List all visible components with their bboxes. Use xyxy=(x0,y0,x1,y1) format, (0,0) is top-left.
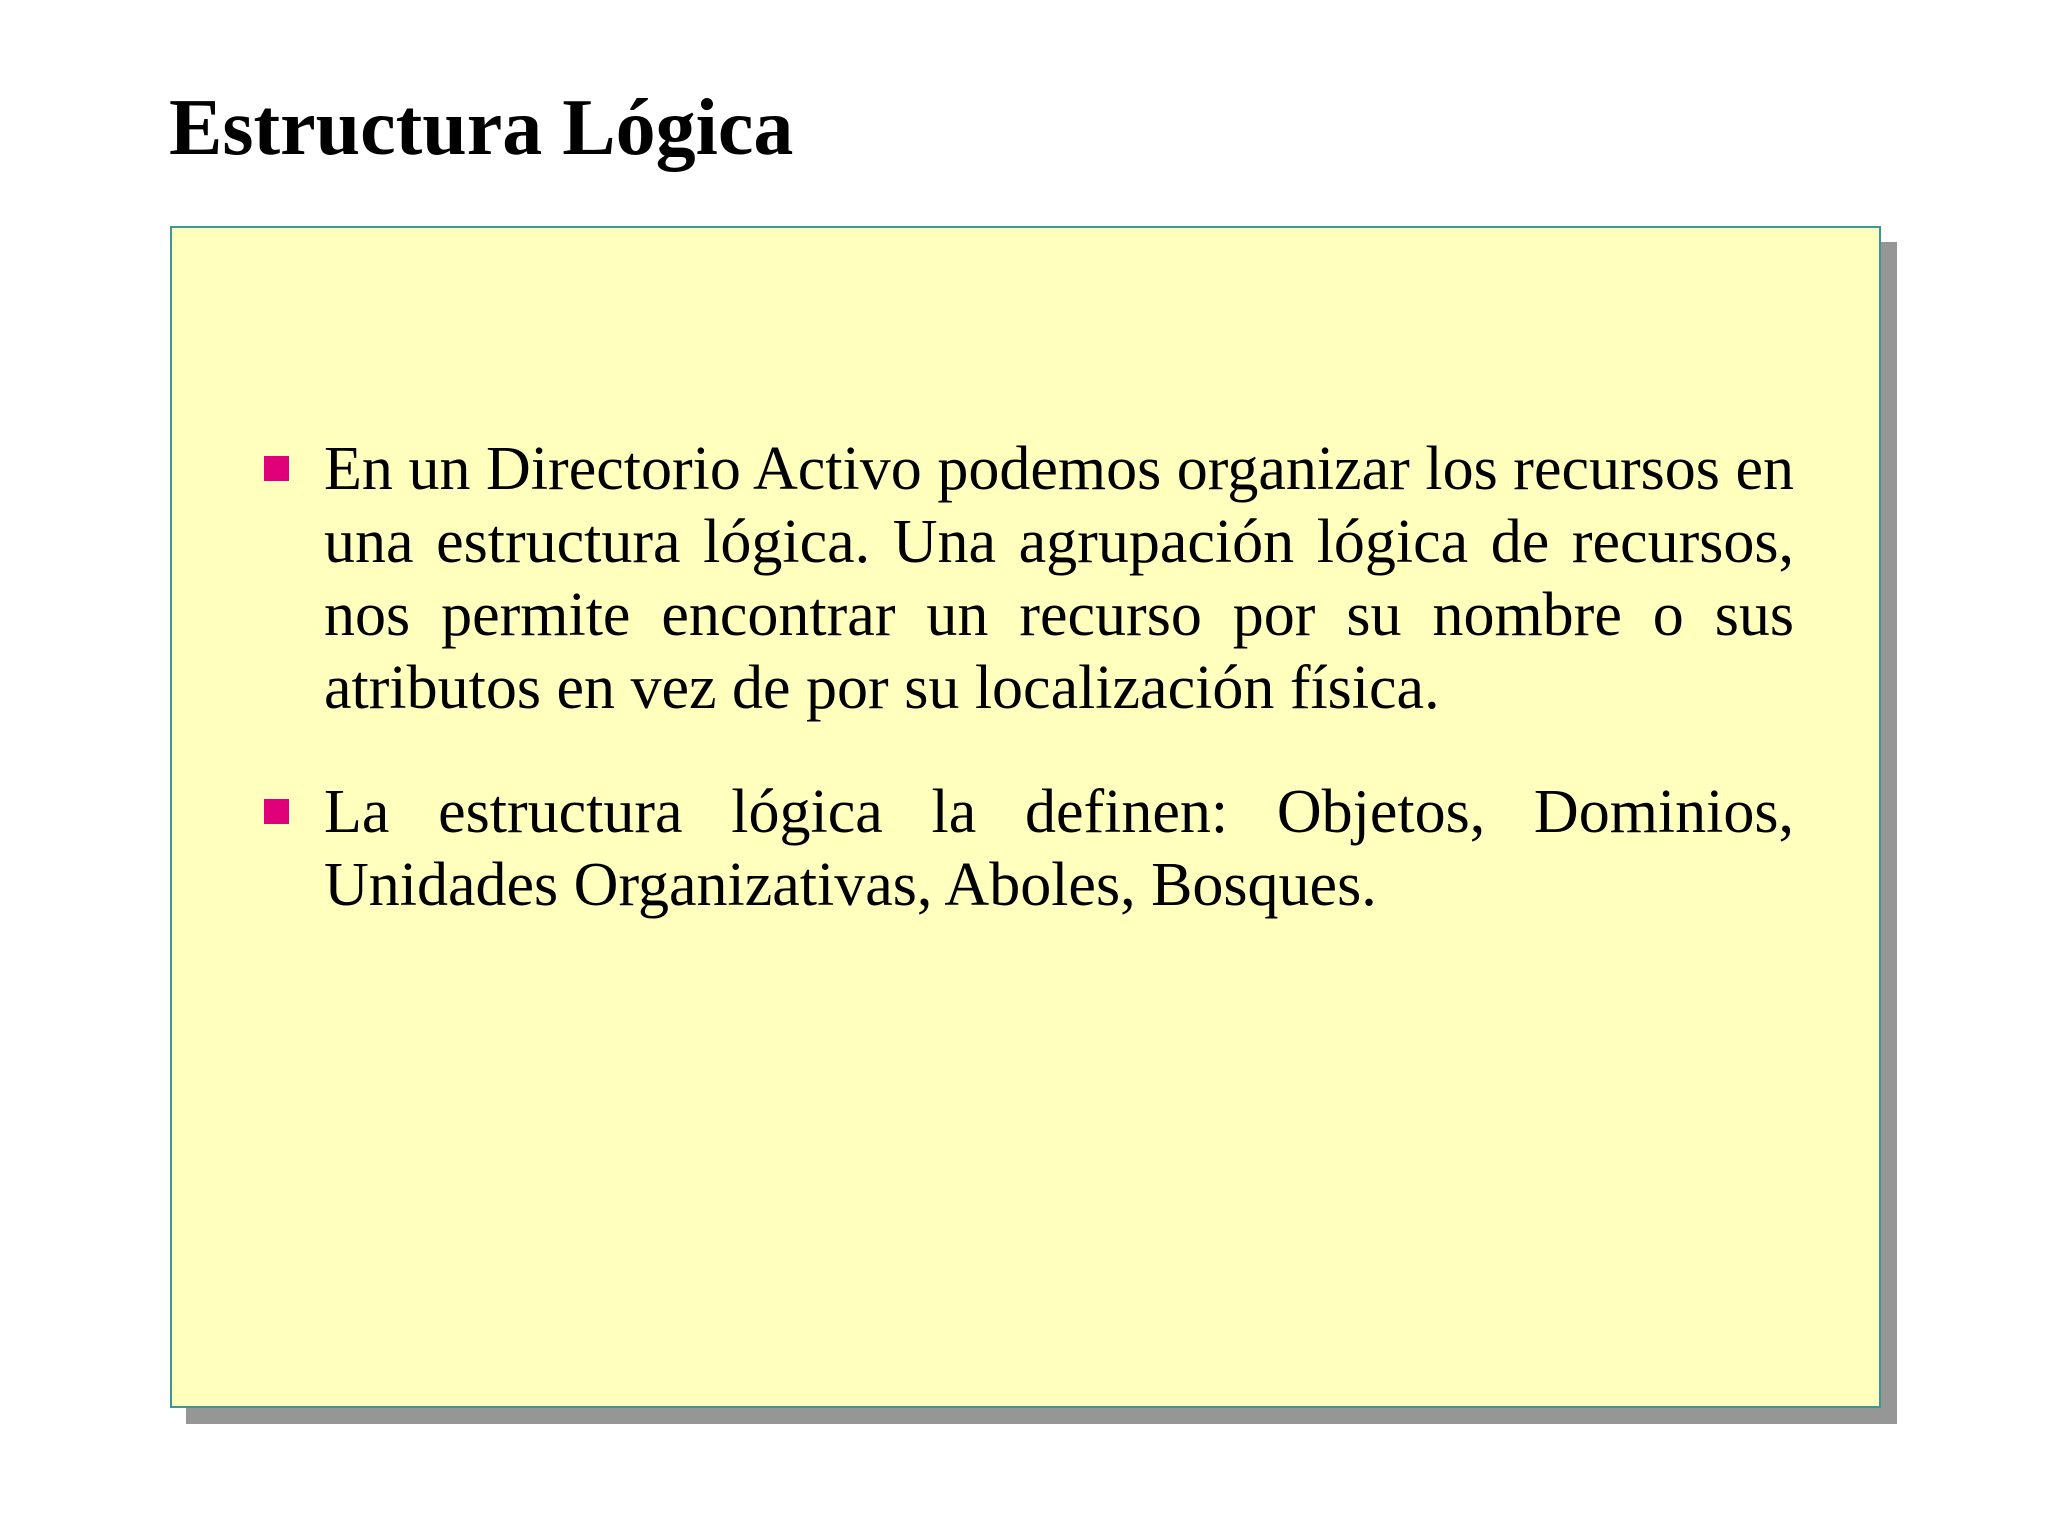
square-bullet-icon xyxy=(264,799,289,824)
bullet-text: En un Directorio Activo podemos organizar los recursos en una estructura lógica. Una agrupación lógica de recursos, nos permite encontrar un recurso por su nombre o sus atributos en vez de por su localización física. xyxy=(324,435,1794,722)
bullet-text: La estructura lógica la definen: Objetos, Dominios, Unidades Organizativas, Aboles, Bosques. xyxy=(324,778,1794,919)
bullet-item xyxy=(264,776,1794,922)
content-panel xyxy=(170,226,1881,1408)
bullet-item xyxy=(264,433,1794,725)
bullet-list xyxy=(264,433,1794,973)
slide-title: Estructura Lógica xyxy=(169,84,794,172)
square-bullet-icon xyxy=(264,456,289,481)
